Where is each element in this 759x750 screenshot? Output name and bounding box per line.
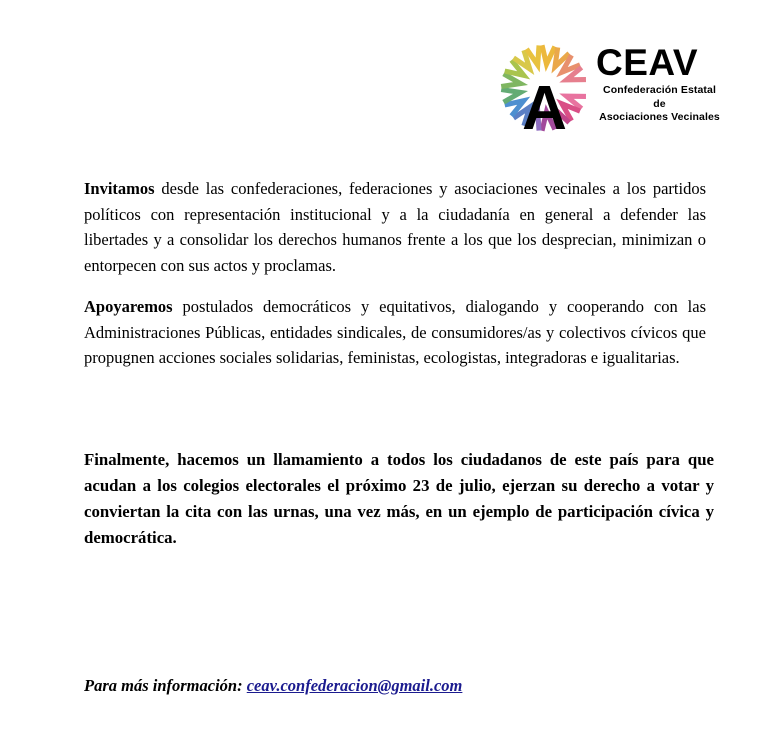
document-body: [84, 176, 714, 551]
logo-subtitle-line-2: de: [653, 97, 666, 110]
ceav-logo-mark: [498, 42, 590, 143]
paragraph-invitamos: [84, 176, 706, 278]
paragraph-invitamos-lead: Invitamos: [84, 179, 155, 198]
logo-subtitle-line-3: Asociaciones Vecinales: [599, 111, 720, 123]
paragraph-call-to-action: Finalmente, hacemos un llamamiento a todos los ciudadanos de este país para que acudan a los colegios electorales el próximo 23 de julio, ejerzan su derecho a votar y conviertan la cita con las urnas, una vez más, en un ejemplo de participación cívica y democrática.: [84, 449, 714, 547]
document-header: [498, 42, 723, 142]
paragraph-apoyaremos-lead: Apoyaremos: [84, 297, 173, 316]
paragraph-apoyaremos-text: postulados democráticos y equitativos, dialogando y cooperando con las Administraciones Públicas, entidades sindicales, de consumidores/as y colectivos cívicos que propugnen acciones sociales solidarias, feministas, ecologistas, integradoras e igualitarias.: [84, 297, 706, 367]
logo-subtitle: [596, 82, 723, 125]
paragraph-spacer: [84, 387, 706, 447]
paragraph-invitamos-text: desde las confederaciones, federaciones y asociaciones vecinales a los partidos políticos con representación institucional y a la ciudadanía en general a defender las libertades y a consolidar los derechos humanos frente a los que los desprecian, minimizan o entorpecen con sus actos y proclamas.: [84, 179, 706, 275]
paragraph-apoyaremos: [84, 294, 706, 371]
logo-wordmark: CEAV: [596, 42, 699, 83]
contact-email-link[interactable]: ceav.confederacion@gmail.com: [246, 676, 463, 695]
logo-letter-a: A: [522, 74, 566, 143]
footer-label: Para más información:: [84, 676, 247, 695]
logo-subtitle-line-1: Confederación Estatal: [603, 84, 716, 96]
footer-contact: [84, 675, 462, 697]
logo-text-block: [590, 42, 723, 125]
